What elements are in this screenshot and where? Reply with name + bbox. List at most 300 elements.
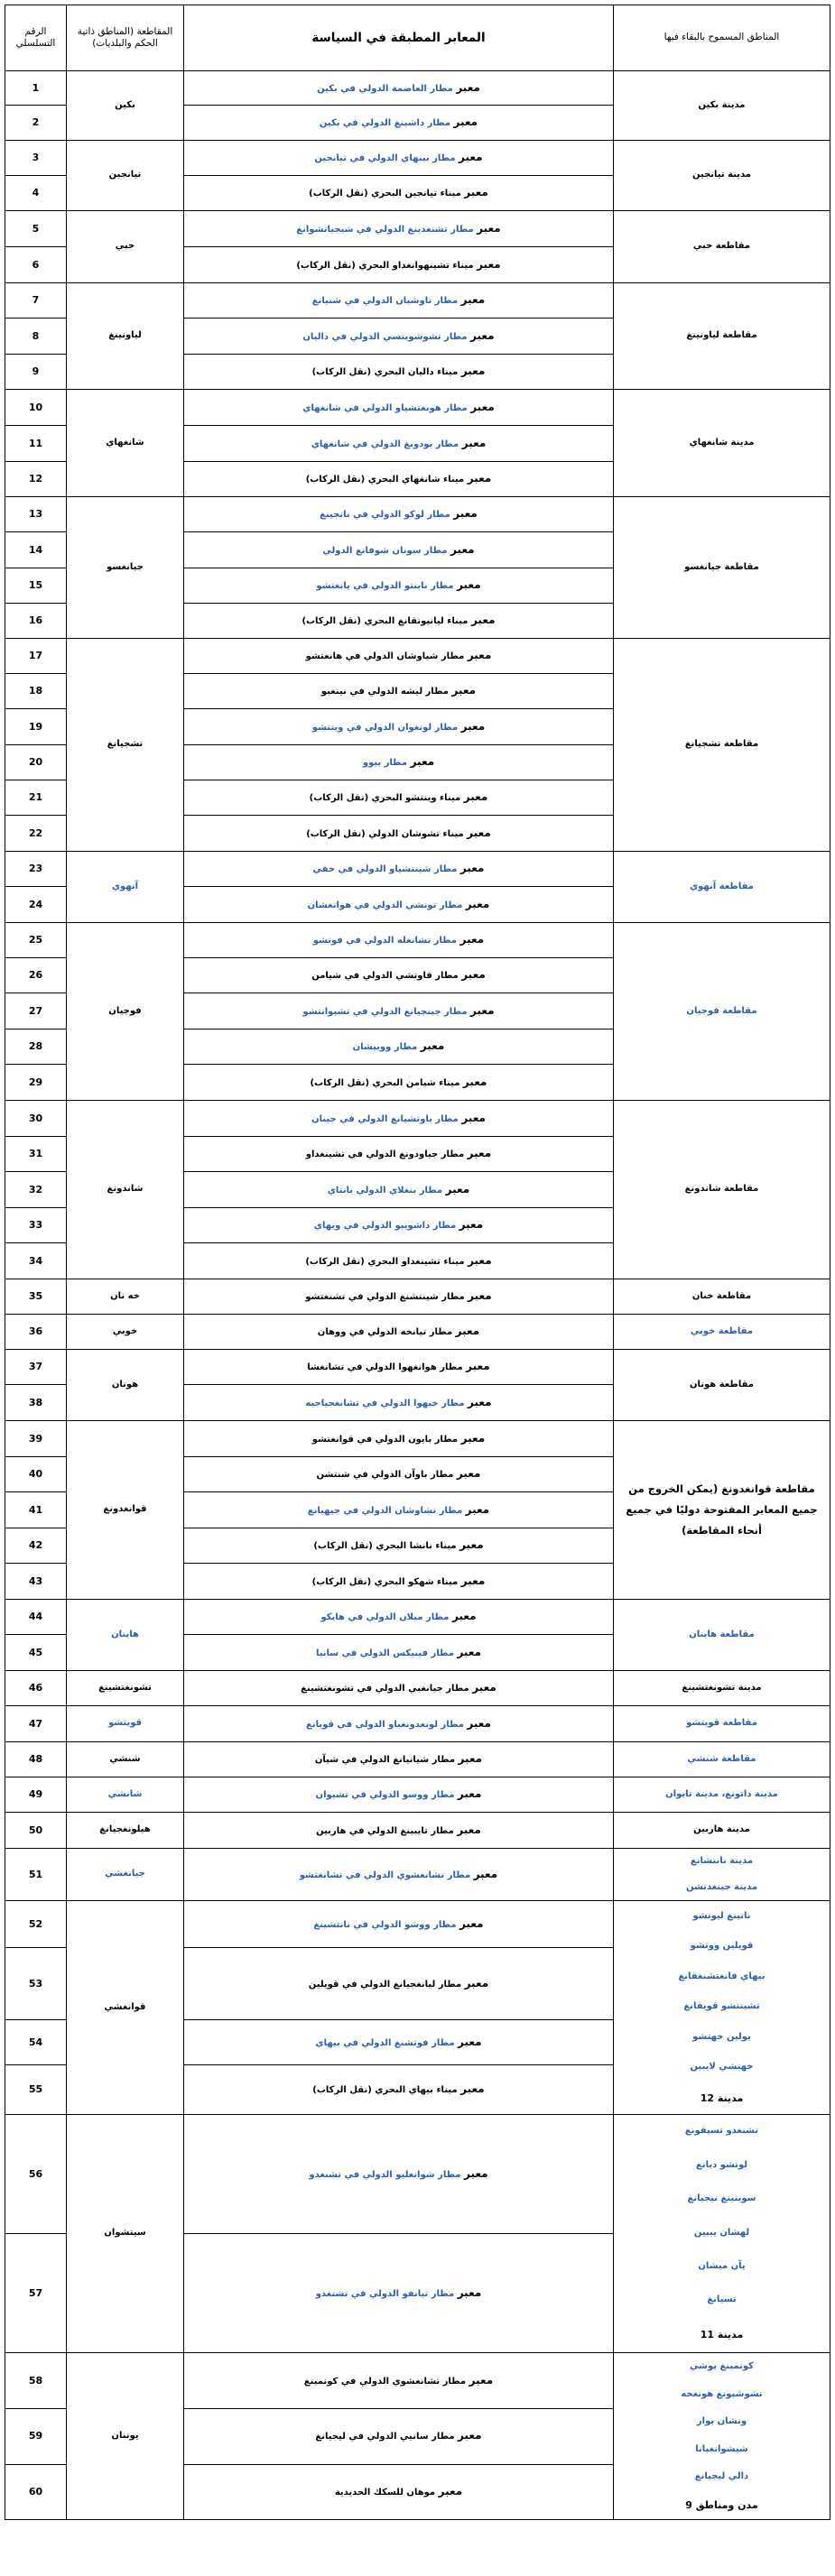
allowed-city: سوينينغ نيجيانغ [687,2193,756,2204]
port-text [312,933,485,946]
allowed-city: 12 مدينة [700,2091,744,2104]
serial-number: 14 [5,532,67,568]
port-name: ميناء شانغهاي البحري (نقل الركاب) [305,475,465,485]
serial-number: 32 [5,1172,67,1208]
serial-number: 3 [5,141,67,176]
region-cell: هاينان [67,1600,184,1671]
table-row [5,1849,830,1901]
port-prefix: معبر [470,614,496,627]
allowed-city: نانينغ ليوتشو [692,1910,751,1921]
port-cell [184,780,614,816]
port-prefix: معبر [457,578,481,592]
port-text [299,1867,498,1880]
serial-number: 30 [5,1101,67,1137]
port-cell [184,1385,614,1421]
serial-number: 18 [5,674,67,709]
port-text [305,1395,492,1408]
port-text [313,1538,484,1552]
serial-number: 38 [5,1385,67,1421]
port-prefix: معبر [458,2429,482,2442]
port-name: مطار سونان شوفانغ الدولي [322,545,448,556]
port-text [301,1681,496,1694]
serial-number: 45 [5,1635,67,1671]
port-name: ميناء تيانجين البحري (نقل الركاب) [309,189,461,199]
port-text [314,1752,483,1766]
table-row [5,1813,830,1849]
serial-number: 2 [5,106,67,141]
region-cell: قوانغشي [67,1901,184,2115]
region-cell: شانغهاي [67,390,184,497]
port-prefix: معبر [464,2166,488,2180]
allowed-city-list [617,1849,826,1900]
serial-number: 37 [5,1350,67,1385]
port-name: ميناء وينتشو البحري (نقل الركاب) [309,793,461,804]
region-cell: تيانجين [67,141,184,211]
serial-number: 16 [5,604,67,639]
port-name: مطار ليانغجيانغ الدولي في قويلين [308,1979,462,1990]
port-cell [184,319,614,355]
port-prefix: معبر [477,221,501,235]
serial-number: 59 [5,2408,67,2464]
allowed-region-cell: مدينة تشونغتشينغ [614,1671,830,1706]
port-name: مطار جيانغبي الدولي في تشونغتشينغ [301,1684,469,1694]
serial-number: 51 [5,1849,67,1901]
port-name: ميناء شهكو البحري (نقل الركاب) [311,1576,459,1587]
port-name: مطار العاصمة الدولي في بكين [317,83,453,94]
port-cell [184,2115,614,2234]
port-name: مطار بينهاي الدولي في تيانجين [314,153,456,164]
table-row [5,1706,830,1742]
allowed-region-cell [614,1849,830,1901]
port-prefix: معبر [458,2035,482,2048]
port-name: مطار لونغوان الدولي في وينتشو [311,722,459,733]
allowed-city-list [617,1901,826,2114]
port-cell [184,2408,614,2464]
port-name: موهان للسكك الحديدية [334,2488,436,2498]
port-cell [184,923,614,958]
port-cell [184,745,614,780]
port-text [296,257,501,271]
port-prefix: معبر [457,1787,482,1801]
port-name: مطار ناينتو الدولي في يانغتشو [316,581,454,592]
port-text [314,153,482,163]
port-name: ميناء ليانيونقانغ البحري (نقل الركاب) [302,616,469,627]
allowed-region-cell: مقاطعة خنان [614,1279,830,1315]
port-cell [184,497,614,532]
port-prefix: معبر [461,968,486,982]
port-text [334,2485,463,2498]
port-name: مطار تشاوشان الدولي في جيهيانغ [307,1505,463,1516]
header-region: المقاطعة (المناطق ذاتية الحكم والبلديات) [67,5,184,71]
port-name: مطار ووييشان [352,1042,418,1053]
port-text [316,578,481,592]
table-row [5,2115,830,2234]
port-prefix: معبر [420,1039,445,1053]
serial-number: 6 [5,247,67,283]
port-name: مطار تايبينغ الدولي في هاربين [316,1825,454,1836]
port-text [311,1574,486,1587]
port-cell [184,604,614,639]
port-prefix: معبر [461,1111,486,1124]
region-cell: خوبي [67,1315,184,1350]
table-row [5,1421,830,1457]
port-cell [184,1635,614,1671]
allowed-region-cell: مقاطعة شنشي [614,1742,830,1777]
port-name: مطار فينيكس الدولي في سانيا [315,1648,454,1658]
port-text [306,1716,491,1730]
serial-number: 40 [5,1457,67,1492]
port-cell [184,532,614,568]
region-cell: فوجيان [67,923,184,1101]
port-name: مطار تشانغله الدولي في فوتشو [312,936,458,946]
port-text [302,400,495,413]
port-name: مطار تشانغشوي الدولي في كونمينغ [303,2376,467,2387]
serial-number: 54 [5,2020,67,2065]
port-name: مطار شينتشنغ الدولي في تشنغتشو [305,1292,465,1303]
port-cell [184,176,614,211]
port-prefix: معبر [459,151,483,164]
port-text [352,1039,445,1053]
port-cell [184,674,614,709]
port-name: مطار تشوشويتسي الدولي في داليان [302,331,468,342]
port-prefix: معبر [460,1431,486,1445]
port-cell [184,1101,614,1137]
port-prefix: معبر [459,1916,484,1930]
region-cell: شانشي [67,1777,184,1813]
allowed-city: ونشان بوار [696,2416,747,2426]
table-row [5,1777,830,1813]
serial-number: 23 [5,852,67,887]
port-cell [184,283,614,319]
serial-number: 52 [5,1901,67,1948]
port-name: مطار شينتشياو الدولي في خفي [312,864,458,875]
allowed-city: 11 مدينة [700,2328,744,2341]
port-name: مطار ووشو الدولي في نانتشينغ [313,1919,457,1930]
table-row [5,141,830,176]
serial-number: 31 [5,1137,67,1172]
port-name: ميناء تشينهوانغداو البحري (نقل الركاب) [296,260,474,271]
port-prefix: معبر [410,755,435,769]
table-row [5,390,830,426]
port-cell [184,1457,614,1492]
port-cell [184,1172,614,1208]
serial-number: 35 [5,1279,67,1315]
port-name: مطار تيانخه الدولي في ووهان [317,1327,453,1338]
allowed-region-cell [614,1901,830,2115]
port-text [309,790,488,804]
allowed-city: كونمينغ يوشي [690,2361,754,2371]
port-prefix: معبر [467,826,491,839]
allowed-city-list [617,2353,826,2519]
serial-number: 41 [5,1492,67,1528]
table-row [5,1315,830,1350]
port-name: مطار باوآن الدولي في شنتشن [316,1470,454,1481]
allowed-city: تشنغدو تسيقونغ [684,2126,759,2137]
port-prefix: معبر [456,1467,481,1481]
port-prefix: معبر [465,897,490,910]
region-cell: جيانغشي [67,1849,184,1901]
port-text [305,472,492,485]
port-name: مطار جينجيانغ الدولي في تشيوانتشو [302,1006,468,1017]
port-prefix: معبر [450,542,475,556]
port-text [312,2082,485,2096]
table-row [5,1101,830,1137]
port-cell [184,390,614,426]
serial-number: 39 [5,1421,67,1457]
region-cell: جيانغسو [67,497,184,639]
allowed-region-cell: مقاطعة خوبي [614,1315,830,1350]
ports-table [5,5,830,2520]
port-cell [184,1564,614,1600]
allowed-region-cell: مقاطعة قويتشو [614,1706,830,1742]
table-row [5,497,830,532]
port-cell [184,2065,614,2115]
allowed-city: خهتشي لايبين [690,2062,754,2073]
serial-number: 60 [5,2464,67,2520]
port-cell [184,1279,614,1315]
port-cell [184,1777,614,1813]
port-cell [184,887,614,923]
port-text [315,2035,482,2048]
allowed-city: شيشوانغبانا [695,2443,748,2454]
serial-number: 13 [5,497,67,532]
port-text [316,1467,481,1481]
port-cell [184,1315,614,1350]
port-cell [184,993,614,1029]
allowed-city: 9 مدن ومناطق [685,2498,758,2511]
serial-number: 20 [5,745,67,780]
table-row [5,283,830,319]
port-cell [184,1421,614,1457]
serial-number: 10 [5,390,67,426]
port-name: مطار لونغدونغباو الدولي في قويانغ [306,1719,464,1730]
port-text [302,616,495,626]
allowed-region-cell: مدينة هاربين [614,1813,830,1849]
port-name: مطار جياودونغ الدولي في تشينغداو [305,1150,465,1160]
allowed-region-cell [614,2115,830,2353]
allowed-region-cell: مقاطعة تشجيانغ [614,639,830,852]
port-name: ميناء تشوشان الدولي (نقل الركاب) [306,828,464,839]
allowed-region-cell: مقاطعة هونان [614,1350,830,1421]
allowed-city: تشينتشو قويقانغ [683,2001,760,2012]
port-name: مطار ليشه الدولي في نينغبو [320,687,449,697]
serial-number: 27 [5,993,67,1029]
port-prefix: معبر [464,1976,489,1990]
port-name: مطار تيانفو الدولي في تشنغدو [315,2288,455,2299]
port-text [313,864,485,874]
table-row [5,1279,830,1315]
table-row [5,923,830,958]
port-text [315,1645,482,1658]
allowed-region-cell: مقاطعة آنهوي [614,852,830,923]
port-text [306,826,491,839]
port-cell [184,355,614,390]
port-text [319,115,478,129]
region-cell: تشونغتشينغ [67,1671,184,1706]
port-prefix: معبر [460,2082,485,2096]
port-prefix: معبر [455,1325,480,1338]
allowed-region-cell: مقاطعة لياونينغ [614,283,830,390]
port-text [320,684,477,697]
serial-number: 56 [5,2115,67,2234]
allowed-city: يولين خهتشو [692,2031,751,2042]
port-prefix: معبر [467,1147,492,1160]
port-prefix: معبر [468,1253,492,1267]
port-prefix: معبر [469,2373,494,2387]
port-text [327,1182,470,1196]
port-prefix: معبر [460,719,486,733]
port-text [311,719,486,733]
serial-number: 4 [5,176,67,211]
port-text [302,1003,495,1017]
table-row [5,852,830,887]
serial-number: 43 [5,1564,67,1600]
serial-number: 22 [5,816,67,852]
port-text [305,1147,492,1160]
header-port: المعابر المطبقة في السياسة [184,5,614,71]
allowed-region-cell: مدينة شانغهاي [614,390,830,497]
region-cell: خه نان [67,1279,184,1315]
port-cell [184,71,614,106]
header-allowed: المناطق المسموح بالبقاء فيها [614,5,830,71]
port-prefix: معبر [451,684,477,697]
port-name: مطار فوتشنغ الدولي في بيهاي [315,2037,455,2048]
port-text [318,1327,479,1337]
serial-number: 48 [5,1742,67,1777]
port-cell [184,1243,614,1279]
serial-number: 12 [5,462,67,497]
port-cell [184,1528,614,1564]
table-row [5,1901,830,1948]
port-cell [184,709,614,745]
port-cell [184,1948,614,2020]
serial-number: 42 [5,1528,67,1564]
port-text [306,651,492,661]
serial-number: 49 [5,1777,67,1813]
serial-number: 55 [5,2065,67,2115]
region-cell: لياونينغ [67,283,184,390]
port-cell [184,211,614,247]
serial-number: 28 [5,1029,67,1065]
allowed-city: تسيانغ [707,2294,737,2305]
region-cell: بكين [67,71,184,141]
table-row [5,639,830,674]
port-prefix: معبر [467,472,492,485]
allowed-city: مدينة نانتشانغ [690,1856,754,1866]
port-name: مطار شياوشان الدولي في هانغتشو [305,651,465,662]
port-text [307,1362,490,1372]
region-cell: قوانغدونغ [67,1421,184,1600]
port-prefix: معبر [451,1610,477,1623]
port-text [308,1976,489,1990]
port-prefix: معبر [457,1645,482,1658]
port-prefix: معبر [459,1218,484,1232]
serial-number: 25 [5,923,67,958]
port-cell [184,141,614,176]
region-cell: شاندونغ [67,1101,184,1279]
port-text [305,1253,492,1267]
allowed-city: تشوشيونغ هونغخه [681,2388,763,2399]
port-name: مطار بودونغ الدولي في شانغهاي [311,439,459,449]
port-prefix: معبر [460,365,486,378]
port-prefix: معبر [453,507,478,521]
table-row [5,1671,830,1706]
port-cell [184,1813,614,1849]
port-cell [184,816,614,852]
serial-number: 15 [5,568,67,604]
port-cell [184,1492,614,1528]
serial-number: 50 [5,1813,67,1849]
port-prefix: معبر [467,649,492,662]
table-row [5,1600,830,1635]
port-prefix: معبر [465,1502,490,1516]
port-text [307,1502,490,1516]
port-name: مطار داشويبو الدولي في ويهاي [313,1221,457,1232]
port-prefix: معبر [466,1360,490,1373]
serial-number: 29 [5,1065,67,1101]
port-text [311,1111,486,1124]
port-prefix: معبر [468,1395,492,1408]
region-cell: خبي [67,211,184,283]
port-name: مطار ياوتشيانغ الدولي في جينان [311,1113,459,1124]
port-name: مطار شيانيانغ الدولي في شيآن [314,1755,456,1766]
port-name: ميناء شيامن البحري (نقل الركاب) [310,1077,460,1088]
port-cell [184,1671,614,1706]
port-text [315,1787,482,1801]
port-cell [184,462,614,497]
serial-number: 44 [5,1600,67,1635]
port-name: مطار بنغلاي الدولي بانتاي [327,1185,443,1196]
serial-number: 9 [5,355,67,390]
region-cell: قويتشو [67,1706,184,1742]
port-text [317,80,480,94]
port-prefix: معبر [470,400,495,413]
port-name: مطار ووسو الدولي في تشيوان [315,1790,455,1801]
port-text [313,1916,484,1930]
port-text [322,542,475,556]
port-text [311,436,487,449]
port-prefix: معبر [469,1003,495,1017]
port-text [307,897,490,910]
port-name: مطار بايون الدولي في قوانغتشو [311,1434,459,1445]
port-text [310,1075,487,1088]
port-name: مطار قاوتشي الدولي في شيامن [311,971,459,982]
table-row [5,2353,830,2409]
port-name: مطار تشانغشوي الدولي في تشانغتشو [299,1870,471,1880]
allowed-city: دالي ليجيانغ [694,2471,749,2481]
serial-number: 47 [5,1706,67,1742]
port-name: ميناء داليان البحري (نقل الركاب) [311,367,459,378]
port-text [316,1823,481,1836]
table-body [5,71,830,2520]
port-cell [184,1208,614,1243]
serial-number: 33 [5,1208,67,1243]
port-cell [184,247,614,283]
region-cell: شنشي [67,1742,184,1777]
port-prefix: معبر [458,1752,483,1766]
port-text [309,2166,488,2180]
port-cell [184,1350,614,1385]
port-text [313,1218,484,1232]
port-prefix: معبر [459,1538,484,1552]
port-cell [184,1065,614,1101]
region-cell: هيلونغجيانغ [67,1813,184,1849]
serial-number: 5 [5,211,67,247]
port-prefix: معبر [473,1867,498,1880]
header-row [5,5,830,71]
port-prefix: معبر [459,933,485,946]
serial-number: 26 [5,958,67,993]
